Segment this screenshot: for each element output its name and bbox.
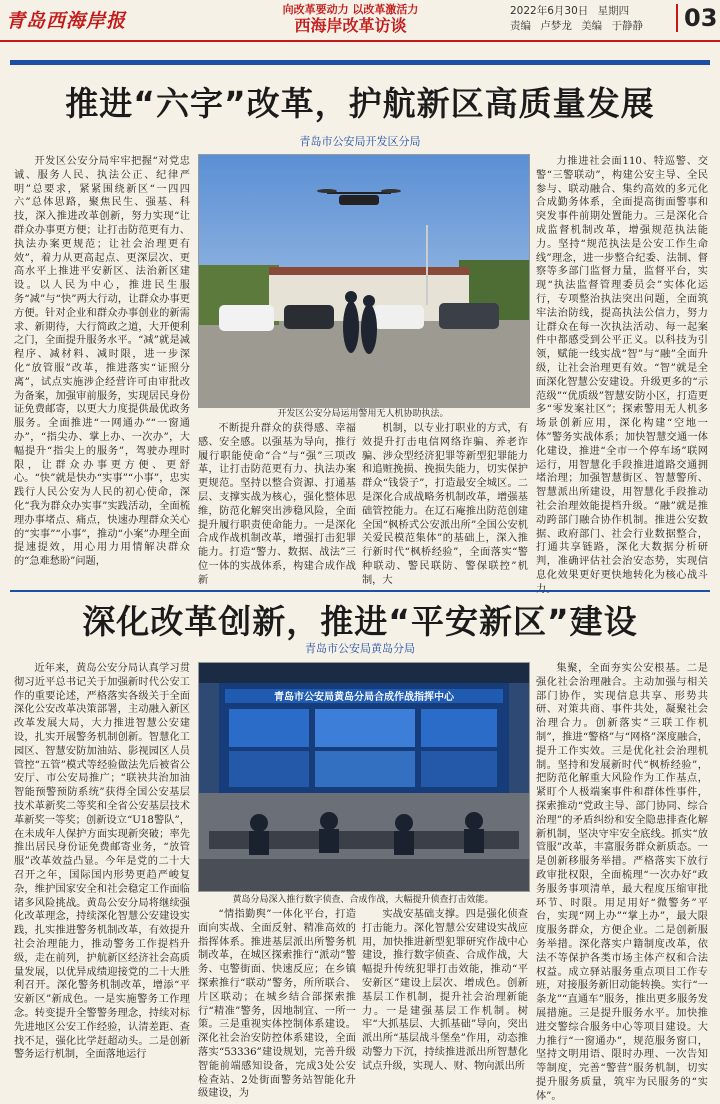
article2-photo xyxy=(198,662,530,892)
article1-col4-text: 力推进社会面110、特巡警、交警“三警联动”，构建公安主导、全民参与、联动融合、集约高效的多元化合成勤务体系，全面提高街面警事和突发事件前期处置能力。三是深化合成监督机制改革，增强规范执法能力。坚持“规范执法是公安工作生命线”理念，进一步整合纪委、法制、督察等多部门监督力量，监督平台，实现“执法监督管理委员会”实体化运行，专项整治执法突出问题，全面筑牢法治防线，提高执法公信力，努力让群众在每一次执法活动、每一起案件中都感受到公平正义。以科技为引领，赋能一线实战“智”与“融”全面升级，让社会治理更有效。“智”就是全面深化智慧公安建设。升级更多的“示范级”“优质级”智慧安防小区，打造更多“零发案社区”；探索警用无人机多场景创新应用，深化构建“空地一体”警务实战体系；加快智慧交通一体化建设，推进“全市一个停车场”联网运行，用智慧化手段推进道路交通拥堵治理；加强智慧街区、智慧警所、智慧派出所建设，用智慧化手段推动社会治理效能提档升级。“融”就是推动跨部门融合协作机制。推进公安数据、政府部门、社会行业数据整合，打通共享链路，深化大数据分析研判，准确评估社会治安态势，实现信息化效果更好更快地转化为核心战斗 xyxy=(536,156,708,581)
section-title: 西海岸改革访谈 xyxy=(294,16,407,35)
article1-col2-text: 不断提升群众的获得感、幸福感、安全感。以强基为导向，推行履行职能使命“合”与“强”三项改革，让打击防范更有力、执法办案更规范。坚持以整合资源、打通基层、支撑实战为核心，强化整体思维，防范化解突出涉稳风险，全面提升履行职责使命能力。一是深化合成作战机制改革，增强打击犯罪能力。打造“警力、数据、战法”三位一体的实战体系，构建合成作战新 xyxy=(198,423,356,586)
article2-col3 xyxy=(362,908,528,1088)
article2-col1-text: 近年来，黄岛公安分局认真学习贯彻习近平总书记关于加强新时代公安工作的重要论述，严格落实各级关于全面深化公安改革决策部署，主动融入新区改革发展大局，大力推进智慧公安建设，扎实开展警务机制创新。智慧化工园区、智慧安防加油站、影视园区人员管控“五管”模式等经验做法先后被省公安厅、市公安局推广；“联袂共治加油智能预警预防系统”获得全国公安基层技术革新奖二等奖和全省公安基层技术革新奖一等奖；创新设立“U18警队”，在未成年人保护方面实现新突破；率先推出居民身份证免费邮寄业务，“放管服”改革效益凸显。今年是党的二十大召开之年，国际国内形势更趋严峻复杂，维护国家安全和社会稳定工作面临诸多风险挑战。黄岛公安分局将继续强化改革理念，持续深化智慧公安建设实践，扎实推进警务机制改革，有效提升社会治理能力，推动警务工作提档升级，走在前列，护航新区经济社会高质量发展，以优异成绩迎接党的二十大胜利召开。深化警务机制改革，增添“平安新区”新成色。一是实施警务工作理念。转变提升全警警务理念，持续对标先进地区公安工作经验，认清差距、查找不足，强化比学赶超动头。二是创新警务运行机制，全面落地运行 xyxy=(14,663,190,1061)
article2-col2-text: “情指勤舆”一体化平台，打造面向实战、全面反射、精准高效的指挥体系。推进基层派出所警务机制改革，在城区探索推行“派动”警务、屯警街面、快速反应；在乡镇探索推行“联动”警务，所所联合、片区联动；在城乡结合部探索推行“精准”警务，因地制宜、一所一策。三是重视实体控制体系建设。深化社会治安防控体系建设，全面落实“53336”建设规划，完善升级智能前端感知设备，完成3处公安检查站、2处街面警务站智能化升级建设，为 xyxy=(198,909,356,1100)
designer-name: 于静静 xyxy=(611,20,644,32)
top-rule xyxy=(10,60,710,65)
article1-col3 xyxy=(362,422,528,588)
article2-col4-text: 集聚，全面夯实公安根基。二是强化社会治理融合。主动加强与相关部门协作，实现信息共享、形势共研、对策共商、事件共处，凝聚社会治理合力。创新落实“三联工作机制”，推进“警格”与“网格”深度融合，提升工作实效。三是优化社会治理机制。坚持和发展新时代“枫桥经验”，把防范化解重大风险作为工作基点，紧盯个人极端案事件和群体性事件，探索推动“党政主导、部门协同、综合治理”的矛盾纠纷和安全隐患排查化解新机制，坚决守牢安全底线。抓实“放管服”改革，丰富服务群众新质态。一是创新移服务举措。严格落实下放行政审批权限，全面梳理“一次办好”政务服务事项清单，最大程度压缩审批环节、时限。用足用好“微警务”平台，实现“网上办”“掌上办”，最大限度服务群众，方便企业。二是创新服务举措。深化落实户籍制度改革，依法不等保护各类市场主体产权和合法权益。成立驿站服务重点项目工作专班，对接服务新旧动能转换。实行“一条龙”“直通车”服务，推出更多服务发展措施。三是提升服务水平。加快推进交警综合服务中心等项目建设。大力推行“一窗通办”，规范服务窗口，坚持文明用语、限时办理、一次告知等制度，完善“警营”服务机制，切实提升服务质量，筑牢为民服务的“实体”。 xyxy=(536,663,708,1102)
article2-photo-caption: 黄岛分局深入推行数字侦查、合成作战，大幅提升侦查打击效能。 xyxy=(232,895,494,905)
newspaper-logo: 青岛西海岸报 xyxy=(6,10,127,32)
article2-col2 xyxy=(198,908,356,1100)
section-banner xyxy=(248,3,453,37)
article1-col3-text: 机制，以专业打职业的方式，有效提升打击电信网络诈骗、养老诈骗、涉众型经济犯罪等新型犯罪能力和追赃挽损、挽损失能力，切实保护群众“钱袋子”，打造最安全城区。二是深化合成战略务机制改革，增强基础管控能力。在辽石庵推出防范创建全国“枫桥式公安派出所”全国公安机关爱民模范集体”的基础上，深入推行新时代“枫桥经验”，全面落实“警种联动、警民联防、警保联控”机制，大 xyxy=(362,423,528,586)
screen-title: 青岛市公安局黄岛分局合成作战指挥中心 xyxy=(274,692,454,703)
article2-col4 xyxy=(536,662,708,1102)
article1-byline: 青岛市公安局开发区分局 xyxy=(299,135,421,148)
police-drone-photo xyxy=(199,155,529,407)
command-center-photo xyxy=(199,663,529,891)
article1-col1-text: 开发区公安分局牢牢把握“对党忠诚、服务人民、执法公正、纪律严明”总要求，紧紧围绕新区“一四四六”总体思路，聚焦民生、强基、科技，深入推进改革创新，努力实现“让群众办事更方便；让打击防范更有力、执法办案更规范；让社会治理更有效”，着力从更高起点、更深层次、更高水平上推进平安新区、法治新区建设。以人民为中心，推进民生服务“减”与“快”两大行动，让群众办事更方便。针对企业和群众办事创业的新需求、新期待，大行简政之道，大开便利之门，全面提升服务水平。“减”就是减程序、减材料、减时限，进一步深化“放管服”改革，推进落实“证照分离”，试点实施涉企经营许可由审批改为备案，加强审前服务，实现居民身份证免费邮寄，以更大力度提供最优政务服务。全面推进“一网通办”“一窗通办”，“指尖办、掌上办、一次办”，大幅提升“指尖上的服务”，驾驶办理时限，让群众办事更方便、更舒心。“快”就是快办“实事”“小事”，忠实践行人民公安为人民的初心使命，深化“我为群众办实事”实践活动，全面梳理办事堵点、痛点，快速办理群众关心的“实事”“小事”，推动“小案”办理全面提速提效，用心用力用情解决群众的“急难愁盼”问题， xyxy=(14,156,190,568)
article1-photo-caption: 开发区公安分局运用警用无人机协助执法。 xyxy=(277,409,449,419)
article-divider xyxy=(10,590,710,592)
masthead xyxy=(0,0,720,42)
article2-col3-text: 实战安基础支撑。四是强化侦查打击能力。深化智慧公安建设实战应用，加快推进新型犯罪研究作战中心建设，推行数字侦查、合成作战，大幅提升传统犯罪打击效能，推动“平安新区”建设上层次、增成色。创新基层工作机制，提升社会治理新能力。一是建强基层工作机制。树牢“大抓基层、大抓基础”导向，突出派出所“基层战斗堡垒”作用，动态推动警力下沉，持续推进派出所智慧化试点升级，实现人、财、物向派出所 xyxy=(362,909,528,1072)
issue-weekday: 星期四 xyxy=(597,5,630,17)
editor-label: 责编 xyxy=(510,20,531,32)
issue-meta xyxy=(510,4,649,34)
section-slogan: 向改革要动力 以改革激活力 xyxy=(282,3,419,16)
issue-date: 2022年6月30日 xyxy=(510,5,589,17)
article2-byline: 青岛市公安局黄岛分局 xyxy=(305,642,415,655)
designer-label: 美编 xyxy=(581,20,603,32)
article1-title: 推进“六字”改革，护航新区高质量发展 xyxy=(65,84,655,123)
article1-col4 xyxy=(536,155,708,585)
article1-col2 xyxy=(198,422,356,588)
article2-title: 深化改革创新，推进“平安新区”建设 xyxy=(82,602,638,641)
article2-col1 xyxy=(14,662,190,1087)
article1-col1 xyxy=(14,155,190,585)
editor-name: 卢梦龙 xyxy=(540,20,572,32)
page-number: 03 xyxy=(676,4,717,32)
article1-photo xyxy=(198,154,530,408)
